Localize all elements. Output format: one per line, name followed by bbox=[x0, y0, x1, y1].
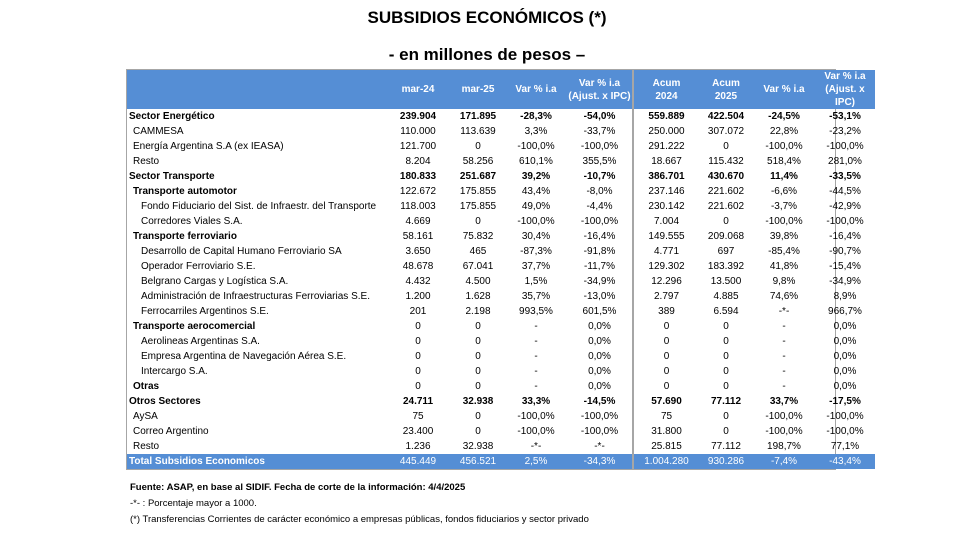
subsidies-table bbox=[127, 70, 875, 469]
table-row bbox=[127, 184, 875, 199]
row-label: Otros Sectores bbox=[129, 395, 201, 407]
row-value: -100,0% bbox=[826, 425, 864, 437]
row-value: 291.222 bbox=[633, 139, 699, 154]
table-row bbox=[127, 319, 875, 334]
row-value: 0 bbox=[723, 410, 729, 422]
row-label: Resto bbox=[133, 440, 160, 452]
row-value: 0 bbox=[633, 379, 699, 394]
row-value: 307.072 bbox=[707, 125, 745, 137]
row-value: 0 bbox=[633, 334, 699, 349]
row-value: 0 bbox=[723, 335, 729, 347]
row-value: 0 bbox=[475, 215, 481, 227]
row-value: -14,5% bbox=[583, 395, 616, 407]
row-value: 0 bbox=[415, 380, 421, 392]
row-value: - bbox=[782, 320, 786, 332]
row-label: Ferrocarriles Argentinos S.E. bbox=[141, 305, 269, 317]
row-value: 3,3% bbox=[524, 125, 548, 137]
column-header-line1: Acum bbox=[652, 77, 681, 89]
table-row bbox=[127, 124, 875, 139]
page-subtitle: - en millones de pesos – bbox=[388, 45, 586, 64]
row-value: 0 bbox=[415, 320, 421, 332]
row-value: 67.041 bbox=[462, 260, 494, 272]
row-label: Sector Energético bbox=[129, 110, 215, 122]
row-value: 281,0% bbox=[828, 155, 862, 167]
row-value: 993,5% bbox=[519, 305, 553, 317]
row-value: 39,2% bbox=[521, 170, 551, 182]
column-header-line2: (Ajust. x IPC) bbox=[568, 90, 631, 102]
row-value: -90,7% bbox=[829, 245, 861, 257]
row-value: 175.855 bbox=[459, 185, 497, 197]
row-value: -91,8% bbox=[583, 245, 616, 257]
row-value: 49,0% bbox=[521, 200, 551, 212]
total-label: Total Subsidios Economicos bbox=[129, 455, 265, 467]
row-value: 0,0% bbox=[833, 320, 857, 332]
row-value: 57.690 bbox=[633, 394, 699, 409]
row-value: 697 bbox=[717, 245, 735, 257]
row-value: 389 bbox=[633, 304, 699, 319]
row-value: -15,4% bbox=[829, 260, 861, 272]
row-value: -16,4% bbox=[829, 230, 861, 242]
row-value: -*- bbox=[530, 440, 542, 452]
footnote-definition: (*) Transferencias Corrientes de carácter económico a empresas públicas, fondos fiduciarios y sector privado bbox=[130, 514, 589, 525]
row-value: 0,0% bbox=[588, 335, 611, 347]
row-value: -100,0% bbox=[826, 140, 864, 152]
row-value: 183.392 bbox=[707, 260, 745, 272]
row-value: 386.701 bbox=[633, 169, 699, 184]
row-value: - bbox=[534, 365, 538, 377]
row-label: Energía Argentina S.A (ex IEASA) bbox=[133, 140, 284, 152]
row-value: 18.667 bbox=[633, 154, 699, 169]
row-value: 8.204 bbox=[405, 155, 431, 167]
row-value: -100,0% bbox=[517, 215, 555, 227]
row-value: 41,8% bbox=[769, 260, 799, 272]
row-label: Correo Argentino bbox=[133, 425, 209, 437]
total-value: -34,3% bbox=[583, 455, 616, 467]
table-row bbox=[127, 349, 875, 364]
row-value: -100,0% bbox=[765, 425, 803, 437]
row-value: 0 bbox=[475, 320, 481, 332]
row-value: 0 bbox=[723, 365, 729, 377]
row-value: 1.628 bbox=[465, 290, 491, 302]
row-value: 75 bbox=[412, 410, 424, 422]
column-header bbox=[127, 70, 385, 109]
row-value: 4.885 bbox=[713, 290, 739, 302]
row-value: 559.889 bbox=[633, 109, 699, 124]
total-value: -43,4% bbox=[829, 455, 861, 467]
row-label: Intercargo S.A. bbox=[141, 365, 208, 377]
row-value: -4,4% bbox=[586, 200, 613, 212]
row-value: 113.639 bbox=[460, 125, 496, 137]
row-value: 0 bbox=[475, 335, 481, 347]
table-row bbox=[127, 409, 875, 424]
row-value: 31.800 bbox=[633, 424, 699, 439]
row-value: -8,0% bbox=[586, 185, 613, 197]
row-value: 1.200 bbox=[405, 290, 431, 302]
row-value: 33,3% bbox=[521, 395, 551, 407]
row-value: -87,3% bbox=[520, 245, 552, 257]
row-value: 8,9% bbox=[833, 290, 857, 302]
row-value: -100,0% bbox=[580, 410, 619, 422]
row-value: 198,7% bbox=[767, 440, 801, 452]
row-value: 2.198 bbox=[465, 305, 491, 317]
row-value: 0 bbox=[633, 349, 699, 364]
column-header bbox=[567, 70, 633, 109]
row-label: Desarrollo de Capital Humano Ferroviario SA bbox=[141, 245, 342, 257]
row-value: 0,0% bbox=[833, 350, 857, 362]
row-value: -100,0% bbox=[765, 215, 803, 227]
row-value: 25.815 bbox=[633, 439, 699, 454]
row-value: - bbox=[534, 335, 538, 347]
column-header bbox=[505, 70, 567, 109]
row-value: 39,8% bbox=[769, 230, 799, 242]
row-value: 0,0% bbox=[588, 365, 611, 377]
row-value: -13,0% bbox=[583, 290, 616, 302]
row-value: 0,0% bbox=[833, 335, 857, 347]
row-value: -34,9% bbox=[583, 275, 616, 287]
row-value: 122.672 bbox=[399, 185, 437, 197]
row-value: 13.500 bbox=[710, 275, 742, 287]
row-value: 0 bbox=[723, 380, 729, 392]
row-value: -17,5% bbox=[829, 395, 861, 407]
row-value: 33,7% bbox=[769, 395, 799, 407]
row-value: -34,9% bbox=[829, 275, 861, 287]
column-header-line1: Var % i.a bbox=[763, 84, 805, 95]
row-label: Aerolineas Argentinas S.A. bbox=[141, 335, 260, 347]
column-header-line1: Var % i.a bbox=[824, 71, 866, 82]
row-value: 518,4% bbox=[767, 155, 801, 167]
table-row bbox=[127, 169, 875, 184]
table-row bbox=[127, 334, 875, 349]
row-value: 6.594 bbox=[713, 305, 739, 317]
row-value: 75 bbox=[633, 409, 699, 424]
row-value: 121.700 bbox=[399, 140, 437, 152]
row-value: -100,0% bbox=[580, 140, 619, 152]
row-value: 0 bbox=[723, 140, 729, 152]
row-value: 75.832 bbox=[462, 230, 494, 242]
table-row bbox=[127, 439, 875, 454]
row-value: 0,0% bbox=[588, 380, 611, 392]
row-value: -100,0% bbox=[765, 140, 803, 152]
row-value: 4.500 bbox=[465, 275, 491, 287]
total-value: 1.004.280 bbox=[633, 454, 699, 469]
row-value: 24.711 bbox=[402, 395, 434, 407]
row-value: 0 bbox=[415, 335, 421, 347]
total-value: 445.449 bbox=[399, 455, 437, 467]
row-value: 610,1% bbox=[519, 155, 553, 167]
table-row bbox=[127, 214, 875, 229]
row-value: 12.296 bbox=[633, 274, 699, 289]
row-value: 4.432 bbox=[405, 275, 431, 287]
row-value: 0 bbox=[633, 319, 699, 334]
row-value: -23,2% bbox=[829, 125, 861, 137]
row-label: Fondo Fiduciario del Sist. de Infraestr. del Transporte bbox=[141, 200, 377, 212]
row-value: -33,7% bbox=[583, 125, 616, 137]
row-value: 0 bbox=[633, 364, 699, 379]
row-value: 110.000 bbox=[400, 125, 436, 137]
row-value: 180.833 bbox=[399, 170, 437, 182]
row-label: Corredores Viales S.A. bbox=[141, 215, 243, 227]
table-header-row bbox=[127, 70, 875, 109]
row-label: Operador Ferroviario S.E. bbox=[141, 260, 256, 272]
notes bbox=[130, 480, 589, 528]
column-header-line1: mar-25 bbox=[461, 84, 495, 95]
table-row bbox=[127, 364, 875, 379]
row-value: 0 bbox=[723, 320, 729, 332]
row-value: -100,0% bbox=[826, 215, 864, 227]
table-row bbox=[127, 289, 875, 304]
row-value: 32.938 bbox=[462, 440, 494, 452]
row-value: 171.895 bbox=[459, 110, 497, 122]
row-value: 1.236 bbox=[405, 440, 431, 452]
row-value: 115.432 bbox=[708, 155, 744, 167]
row-label: Transporte automotor bbox=[133, 185, 237, 197]
row-value: 149.555 bbox=[633, 229, 699, 244]
row-value: 230.142 bbox=[633, 199, 699, 214]
row-value: 30,4% bbox=[521, 230, 551, 242]
row-value: 0 bbox=[723, 215, 729, 227]
column-header-line1: mar-24 bbox=[401, 84, 435, 95]
page-title: SUBSIDIOS ECONÓMICOS (*) bbox=[367, 8, 607, 27]
row-value: 237.146 bbox=[633, 184, 699, 199]
row-value: -6,6% bbox=[770, 185, 798, 197]
row-value: -53,1% bbox=[829, 110, 861, 122]
row-value: 9,8% bbox=[772, 275, 796, 287]
row-value: -100,0% bbox=[826, 410, 864, 422]
table-row bbox=[127, 199, 875, 214]
row-value: 3.650 bbox=[405, 245, 431, 257]
column-header-line1: Var % i.a bbox=[578, 77, 621, 89]
row-label: Transporte aerocomercial bbox=[133, 320, 256, 332]
column-header-line1: Acum bbox=[712, 77, 740, 89]
row-value: -100,0% bbox=[517, 410, 555, 422]
row-label: Belgrano Cargas y Logística S.A. bbox=[141, 275, 289, 287]
total-row bbox=[127, 454, 875, 469]
row-label: Administración de Infraestructuras Ferroviarias S.E. bbox=[141, 290, 370, 302]
column-header bbox=[385, 70, 451, 109]
subsidies-table-container bbox=[126, 69, 866, 470]
row-value: 23.400 bbox=[402, 425, 434, 437]
table-row bbox=[127, 424, 875, 439]
table-row bbox=[127, 154, 875, 169]
row-value: -16,4% bbox=[583, 230, 616, 242]
footnote-percentage: -*- : Porcentaje mayor a 1000. bbox=[130, 498, 257, 509]
source-note: Fuente: ASAP, en base al SIDIF. Fecha de corte de la información: 4/4/2025 bbox=[130, 482, 466, 493]
row-value: 209.068 bbox=[707, 230, 745, 242]
row-value: 0 bbox=[475, 365, 481, 377]
table-row bbox=[127, 229, 875, 244]
row-value: - bbox=[534, 320, 538, 332]
row-value: 601,5% bbox=[582, 305, 617, 317]
row-value: 4.669 bbox=[405, 215, 431, 227]
row-value: 22,8% bbox=[769, 125, 799, 137]
row-value: -10,7% bbox=[583, 170, 616, 182]
row-value: 0 bbox=[475, 425, 481, 437]
row-value: 58.256 bbox=[462, 155, 494, 167]
row-value: 0 bbox=[475, 380, 481, 392]
column-header bbox=[699, 70, 753, 109]
total-value: 2,5% bbox=[524, 455, 548, 467]
row-value: 422.504 bbox=[707, 110, 745, 122]
total-value: 456.521 bbox=[459, 455, 497, 467]
row-value: -24,5% bbox=[768, 110, 800, 122]
row-value: 35,7% bbox=[521, 290, 551, 302]
row-value: -100,0% bbox=[517, 425, 555, 437]
table-row bbox=[127, 259, 875, 274]
row-label: CAMMESA bbox=[133, 125, 184, 137]
row-value: -28,3% bbox=[520, 110, 552, 122]
row-label: Empresa Argentina de Navegación Aérea S.E. bbox=[141, 350, 347, 362]
row-value: -11,7% bbox=[584, 260, 615, 272]
row-value: -3,7% bbox=[770, 200, 798, 212]
row-value: 0 bbox=[475, 350, 481, 362]
row-value: 201 bbox=[409, 305, 427, 317]
row-value: -100,0% bbox=[580, 425, 619, 437]
row-value: 221.602 bbox=[707, 185, 745, 197]
row-value: - bbox=[782, 350, 786, 362]
row-value: 7.004 bbox=[633, 214, 699, 229]
row-value: -54,0% bbox=[583, 110, 616, 122]
row-value: -44,5% bbox=[829, 185, 861, 197]
row-value: -100,0% bbox=[580, 215, 619, 227]
column-header bbox=[633, 70, 699, 109]
row-value: 0 bbox=[415, 365, 421, 377]
column-header bbox=[753, 70, 815, 109]
total-value: -7,4% bbox=[770, 455, 798, 467]
column-header bbox=[451, 70, 505, 109]
row-value: 129.302 bbox=[633, 259, 699, 274]
row-value: 239.904 bbox=[399, 110, 437, 122]
row-value: -42,9% bbox=[829, 200, 861, 212]
row-label: Resto bbox=[133, 155, 160, 167]
row-value: 118.003 bbox=[400, 200, 436, 212]
row-value: - bbox=[782, 380, 786, 392]
row-value: 251.687 bbox=[459, 170, 497, 182]
column-header-line2: (Ajust. x IPC) bbox=[825, 84, 865, 108]
row-value: 0 bbox=[475, 410, 481, 422]
row-label: Otras bbox=[133, 380, 160, 392]
table-row bbox=[127, 274, 875, 289]
row-value: 11,4% bbox=[770, 170, 798, 182]
total-value: 930.286 bbox=[707, 455, 745, 467]
row-value: 0,0% bbox=[833, 380, 857, 392]
row-value: 58.161 bbox=[402, 230, 434, 242]
row-value: 0 bbox=[475, 140, 481, 152]
row-label: Transporte ferroviario bbox=[133, 230, 237, 242]
row-value: -85,4% bbox=[768, 245, 800, 257]
row-value: 2.797 bbox=[633, 289, 699, 304]
row-value: 1,5% bbox=[524, 275, 548, 287]
row-value: 0 bbox=[723, 350, 729, 362]
row-value: 77.112 bbox=[710, 395, 742, 407]
table-row bbox=[127, 109, 875, 124]
row-value: 48.678 bbox=[402, 260, 434, 272]
row-value: 74,6% bbox=[769, 290, 799, 302]
row-value: 0 bbox=[415, 350, 421, 362]
row-value: -*- bbox=[778, 305, 790, 317]
row-value: 355,5% bbox=[582, 155, 617, 167]
row-value: -33,5% bbox=[829, 170, 861, 182]
row-value: - bbox=[782, 335, 786, 347]
row-value: 0,0% bbox=[588, 350, 611, 362]
row-value: 175.855 bbox=[459, 200, 497, 212]
row-value: - bbox=[782, 365, 786, 377]
table-row bbox=[127, 139, 875, 154]
row-value: 0 bbox=[723, 425, 729, 437]
table-row bbox=[127, 304, 875, 319]
row-value: 37,7% bbox=[521, 260, 551, 272]
row-value: -*- bbox=[594, 440, 605, 452]
column-header-line1: Var % i.a bbox=[515, 84, 557, 95]
row-value: 221.602 bbox=[707, 200, 745, 212]
column-header-line2: 2025 bbox=[714, 90, 738, 102]
table-row bbox=[127, 394, 875, 409]
row-value: 430.670 bbox=[707, 170, 745, 182]
table-row bbox=[127, 244, 875, 259]
table-row bbox=[127, 379, 875, 394]
row-value: 0,0% bbox=[588, 320, 611, 332]
row-value: 43,4% bbox=[521, 185, 551, 197]
row-value: 465 bbox=[469, 245, 487, 257]
row-value: -100,0% bbox=[517, 140, 555, 152]
column-header-line2: 2024 bbox=[655, 90, 678, 102]
row-value: 32.938 bbox=[462, 395, 494, 407]
row-value: 77.112 bbox=[711, 440, 741, 452]
column-header bbox=[815, 70, 875, 109]
row-value: 77,1% bbox=[830, 440, 860, 452]
row-value: 0,0% bbox=[833, 365, 857, 377]
row-value: - bbox=[534, 350, 538, 362]
row-value: -100,0% bbox=[765, 410, 803, 422]
row-label: AySA bbox=[133, 410, 158, 422]
row-label: Sector Transporte bbox=[129, 170, 215, 182]
row-value: 966,7% bbox=[828, 305, 862, 317]
row-value: 4.771 bbox=[633, 244, 699, 259]
row-value: - bbox=[534, 380, 538, 392]
row-value: 250.000 bbox=[633, 124, 699, 139]
